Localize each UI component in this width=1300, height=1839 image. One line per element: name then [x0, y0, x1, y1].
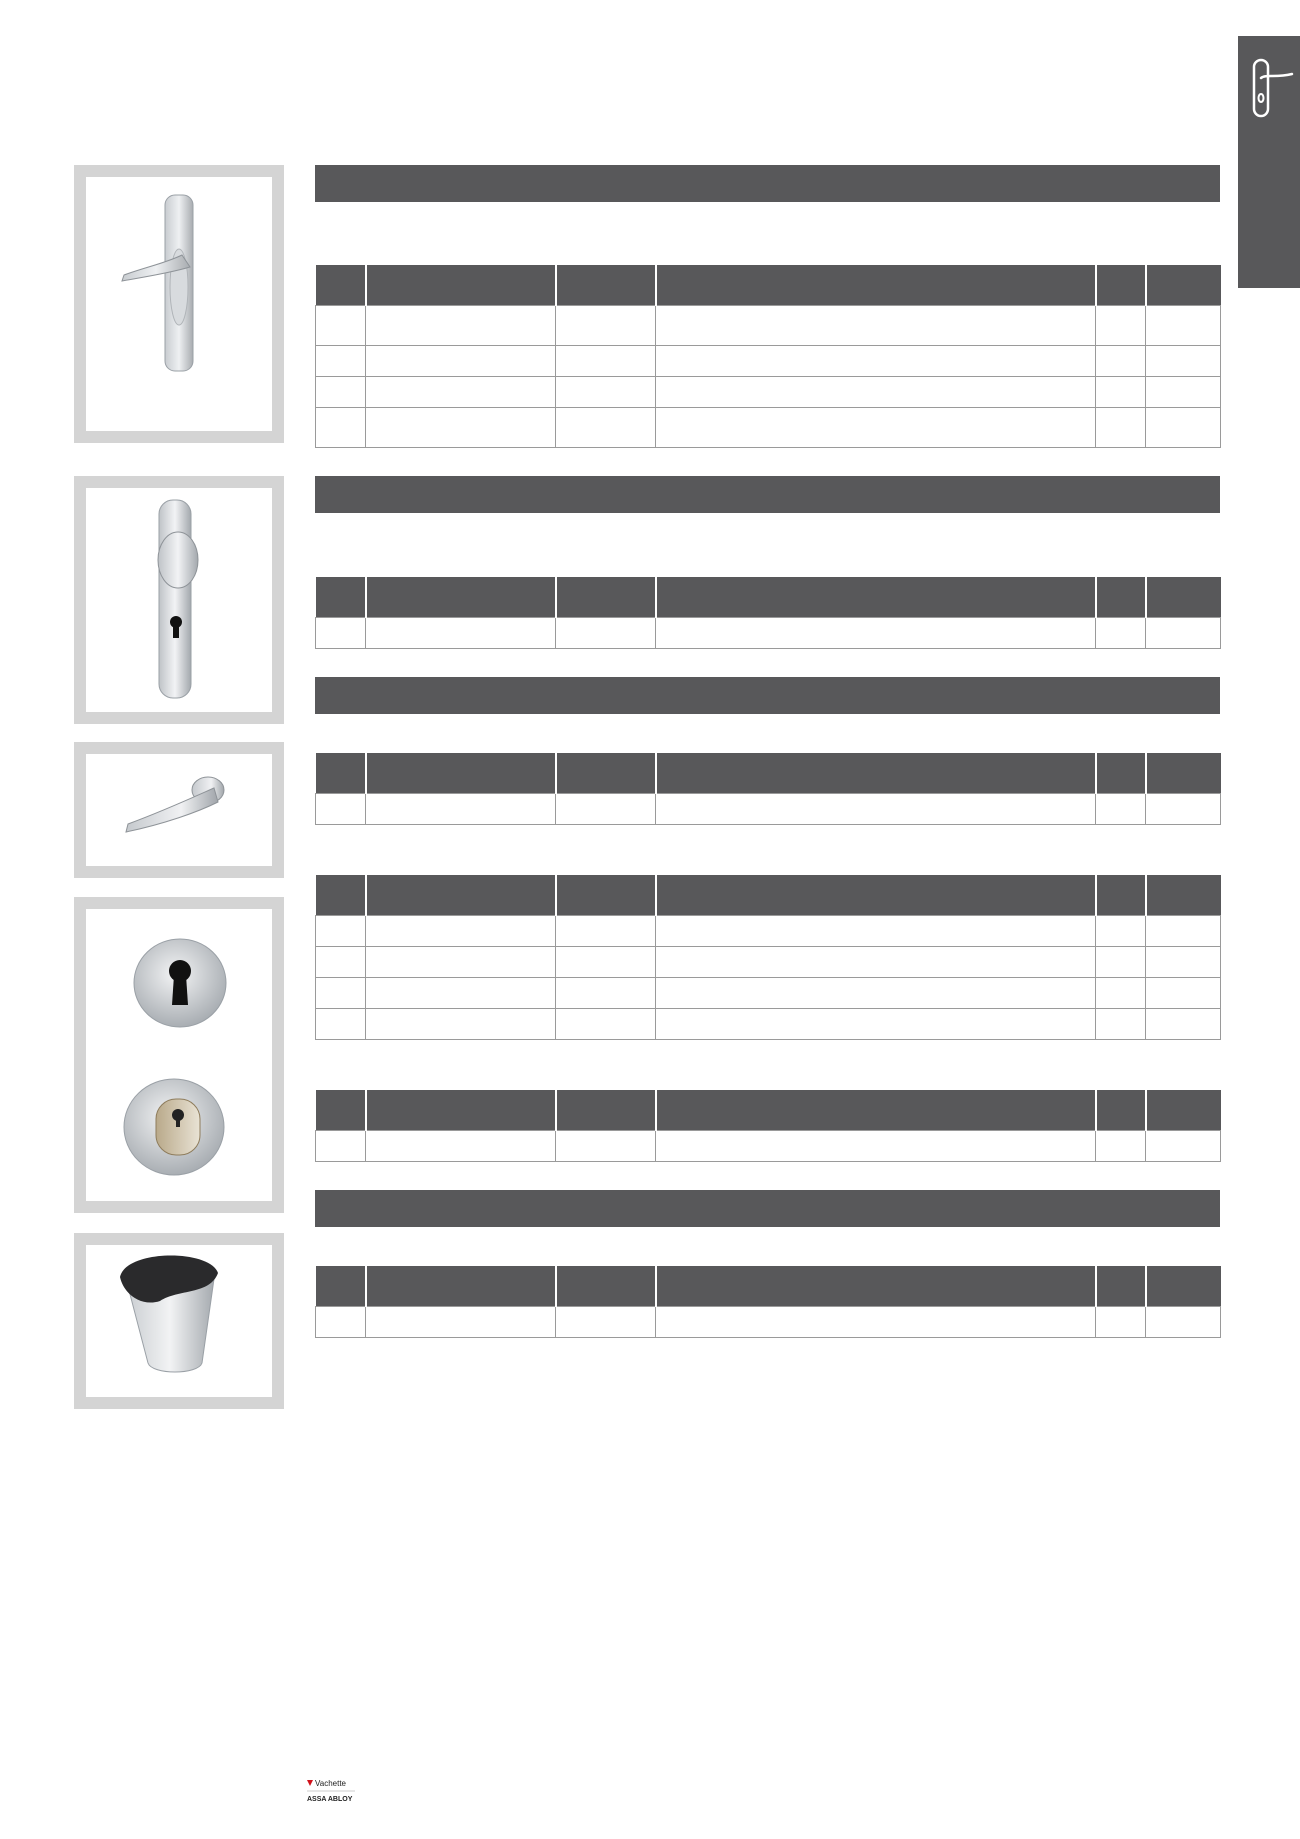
table-row	[316, 408, 1221, 448]
table-header	[316, 753, 1221, 794]
product-title-bar	[315, 1190, 1220, 1227]
product-image-cylinder-roses	[74, 897, 284, 1213]
product-title-bar	[315, 677, 1220, 714]
table-header	[316, 577, 1221, 618]
spec-table	[315, 577, 1221, 649]
svg-text:Vachette: Vachette	[315, 1779, 346, 1788]
product-image-handle-plate	[74, 165, 284, 443]
table-header	[316, 875, 1221, 916]
table-row	[316, 1009, 1221, 1040]
spec-table	[315, 875, 1221, 1040]
table-row	[316, 1307, 1221, 1338]
table-row	[316, 346, 1221, 377]
table-row	[316, 618, 1221, 649]
spec-table	[315, 265, 1221, 448]
table-row	[316, 978, 1221, 1009]
product-image-lever-rose	[74, 742, 284, 878]
product-image-knob-plate	[74, 476, 284, 724]
door-handle-icon	[1246, 56, 1294, 126]
table-row	[316, 377, 1221, 408]
table-row	[316, 916, 1221, 947]
section-tab	[1238, 36, 1300, 288]
table-header	[316, 265, 1221, 306]
svg-text:ASSA ABLOY: ASSA ABLOY	[307, 1796, 353, 1803]
product-title-bar	[315, 476, 1220, 513]
table-header	[316, 1090, 1221, 1131]
spec-table	[315, 1090, 1221, 1162]
table-row	[316, 306, 1221, 346]
vachette-logo-icon	[307, 1780, 313, 1786]
product-title-bar	[315, 165, 1220, 202]
spec-table	[315, 753, 1221, 825]
brand-logo	[305, 1776, 365, 1810]
table-row	[316, 794, 1221, 825]
product-image-door-knob	[74, 1233, 284, 1409]
table-row	[316, 1131, 1221, 1162]
spec-table	[315, 1266, 1221, 1338]
table-row	[316, 947, 1221, 978]
table-header	[316, 1266, 1221, 1307]
